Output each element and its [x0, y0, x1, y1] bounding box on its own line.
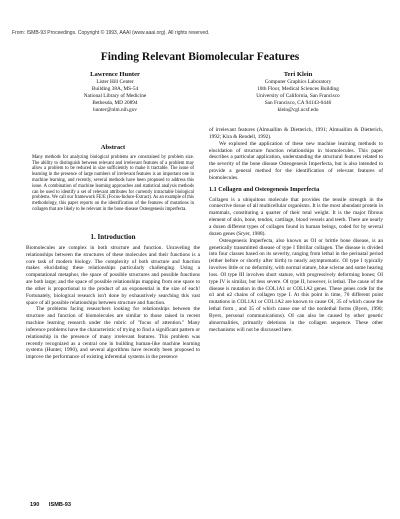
author-affiliation-line: Building 38A, MS-54 [91, 86, 139, 92]
author-name: Lawrence Hunter [90, 71, 140, 78]
page-number: 190 [30, 502, 40, 508]
subsection-heading: 1.1 Collagen and Osteogenesis Imperfecta [209, 185, 320, 193]
abstract-heading: Abstract [100, 144, 126, 151]
left-column [26, 145, 200, 361]
body-paragraph: We explored the application of these new machine learning methods to elucidation of structure function relationships in biomolecules. This paper describes a particular application, understanding the structural features related to the severity of the bone disease Osteogenesis Imperfecta, but is also intended to provide a general method for the identification of relevant features of biomolecules. [209, 140, 383, 181]
author-affiliation-line: Lister Hill Center [96, 79, 134, 85]
body-paragraph: Collagen is a ubiquitous molecule that provides the tensile strength in the connective tissue of all multicellular organisms. It is the most abundant protein in mammals, constituting a quarter of their total weight. It is the major fibrous element of skin, bone, tendon, cartilage, blood vessels and teeth. There are nearly a dozen different types of collagen found in human beings, coded for by several dozen genes (Sryer, 1988). [209, 196, 383, 237]
author-affiliation-line: San Francisco, CA 94143-0446 [264, 100, 332, 106]
author-block-2 [213, 70, 383, 114]
author-affiliation-line: National Library of Medicine [83, 93, 147, 99]
copyright-note: From: ISMB-93 Proceedings. Copyright © 1993, AAAI (www.aaai.org). All rights reserved. [12, 30, 210, 36]
author-email: hunter@nlm.nih.gov [92, 107, 137, 113]
author-affiliation-line: Bethesda, MD 20894 [92, 100, 138, 106]
body-paragraph: Osteogenesis Imperfecta, also known as OI or brittle bone disease, is an genetically transmitted disease of type I fibrillar collagen. The disease is divided into four classes based on its severity, ranging from lethal in the perinatal period (either before or shortly after birth) to nearly asymptomatic. OI type I typically involves little or no deformity, with normal stature, blue sclerae and some hearing loss. OI type III involves short stature, with progressively deforming bones; OI type IV is similar, but less severe. OI type II, however, is lethal. The cause of the disease is mutation in the COL1A1 or COL1A2 genes. These genes code for the α1 and α2 chains of collagen type I. At this point in time, 70 different point mutations in COL1A1 or COL1A2 are known to cause OI, 35 of which cause the lethal form , and 35 of which cause one of the nonlethal forms (Byers, 1990; Byers, personal communications). OI can also be caused by other genetic abnormalities, primarily deletions in the collagen sequence. These other mechanisms will not be discussed here. [209, 237, 383, 333]
paper-title: Finding Relevant Biomolecular Features [100, 51, 300, 63]
author-email: klein@cgl.ucsf.edu [277, 107, 319, 113]
abstract-text: Many methods for analyzing biological problems are constrained by problem size. The ability to distinguish between relevant and irrelevant features of a problem may allow a problem to be reduced in size sufficiently to make it tractable. The issue of learning in the presence of large numbers of irrelevant features is an important one in machine learning, and recently, several methods have been proposed to address this issue. A combination of machine learning approaches and statistical analysis methods can be used to identify a set of relevant attributes for currently intractable biological problems. We call our framework FE/E (Focus-Induce-Extract). As an example of this methodology, this paper reports on the identification of the features of mutations in collagen that are likely to be relevant in the bone disease Osteogenesis imperfecta. [32, 154, 194, 213]
body-paragraph: of irrelevant features (Almuallim & Dietterich, 1991; Almuallim & Dietterich, 1992; Kira & Rendell, 1992). [209, 127, 383, 140]
author-block-1 [40, 70, 190, 114]
venue-label: ISMB-93 [48, 502, 71, 508]
page-footer [30, 502, 79, 508]
intro-paragraph: The problems facing researchers looking for relationships between the structure and function of biomolecules are similar to those raised in recent machine learning research under the rubric of "focus of attention." Many inference problems have the characteristic of trying to find a significant pattern or relationship in the presence of many irrelevant features. This problem was recently recognized as a central one in building human-like machine learning systems (Hunter, 1990), and several algorithms have recently been proposed to improve the performance of existing inferential systems in the presence [26, 306, 200, 361]
right-column [209, 127, 383, 333]
author-affiliation-line: 10th Floor, Medical Sciences Building [257, 86, 339, 92]
author-affiliation-line: University of California, San Francisco [256, 93, 340, 99]
section-heading-introduction: 1. Introduction [90, 232, 136, 241]
author-name: Teri Klein [283, 71, 313, 78]
intro-paragraph: Biomolecules are complex in both structure and function. Unraveling the relationships between the structures of these molecules and their functions is a core task of modern biology. The complexity of both structure and function makes elucidating these relationships particularly challenging. Using a computational metaphor, the space of possible structures and possible functions are both large; and the space of possible relationships mapping from one space to the other is proportional to the product of an exponential in the size of each! Fortunately, biological research isn't done by exhaustively searching this vast space of all possible relationships between structure and function. [26, 244, 200, 306]
author-affiliation-line: Computer Graphics Laboratory [264, 79, 332, 85]
